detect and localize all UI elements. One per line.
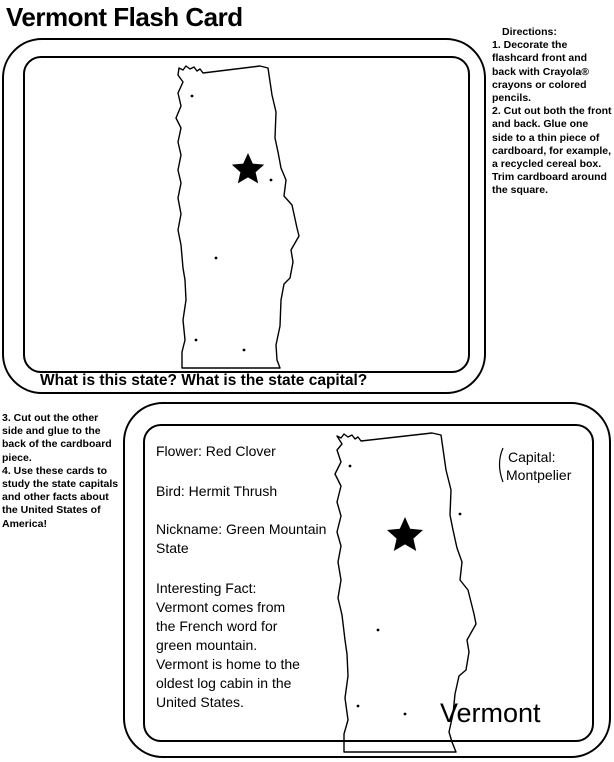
front-card-question: What is this state? What is the state capital? bbox=[40, 372, 368, 389]
page-title: Vermont Flash Card bbox=[6, 2, 243, 32]
capital-bracket bbox=[500, 448, 504, 482]
city-dot bbox=[357, 705, 360, 708]
bird-fact: Bird: Hermit Thrush bbox=[156, 483, 278, 499]
nickname-fact: Nickname: Green Mountain State bbox=[156, 521, 327, 556]
capital-name: Montpelier bbox=[506, 467, 572, 483]
capital-label-text: Capital: bbox=[508, 449, 556, 465]
capital-star-back bbox=[387, 517, 423, 551]
interesting-fact: Interesting Fact: Vermont comes from the French word for green mountain. Vermont is home to the oldest log cabin in the United States. bbox=[156, 580, 300, 710]
city-dot bbox=[459, 513, 462, 516]
flower-fact: Flower: Red Clover bbox=[156, 443, 276, 459]
directions-heading: Directions: bbox=[502, 26, 557, 38]
state-name: Vermont bbox=[440, 698, 541, 728]
city-dot bbox=[349, 465, 352, 468]
city-dot bbox=[377, 629, 380, 632]
capital-label bbox=[506, 448, 571, 484]
directions-step-3: 3. Cut out the other side and glue to the back of the cardboard piece. bbox=[2, 412, 112, 464]
directions-step-2: 2. Cut out both the front and back. Glue one side to a thin piece of cardboard, for example, a recycled cereal box. Trim cardboard around the square. bbox=[492, 105, 612, 197]
directions-step-1: 1. Decorate the flashcard front and back with Crayola® crayons or colored pencils. bbox=[492, 39, 590, 105]
city-dot bbox=[404, 713, 407, 716]
directions-step-4: 4. Use these cards to study the state capitals and other facts about the United States of America! bbox=[2, 464, 119, 530]
